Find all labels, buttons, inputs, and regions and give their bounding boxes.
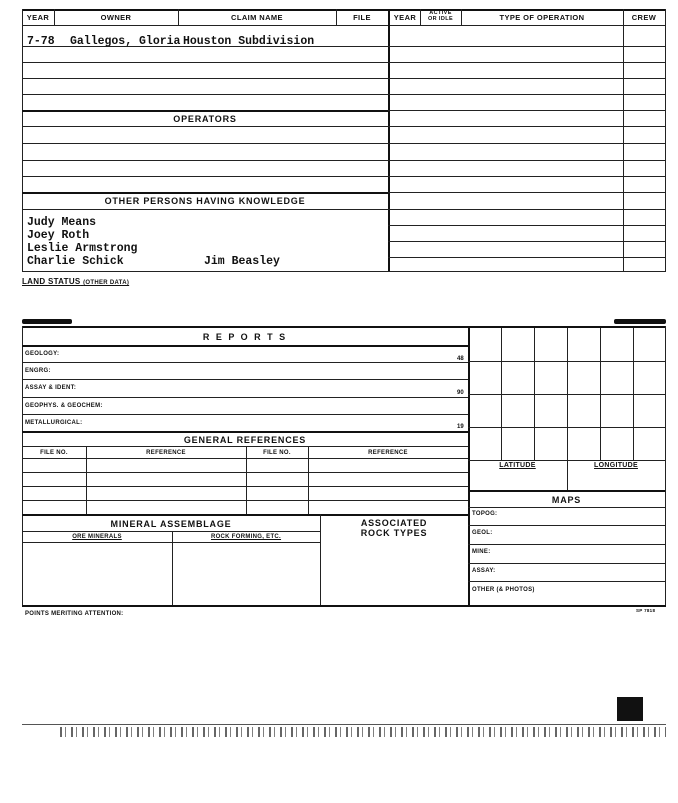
- row-line: [22, 62, 388, 63]
- right-border: [665, 9, 666, 271]
- ink-mark-left: [22, 319, 72, 324]
- row-line: [388, 225, 666, 226]
- right-border: [665, 326, 666, 606]
- other-persons-heading: OTHER PERSONS HAVING KNOWLEDGE: [104, 196, 306, 206]
- middle-divider: [388, 9, 390, 271]
- col-divider: [246, 446, 247, 514]
- row-line: [468, 581, 665, 582]
- ref-col-file-no-1: FILE NO.: [40, 450, 68, 456]
- mineral-assemblage-heading: MINERAL ASSEMBLAGE: [110, 519, 232, 529]
- row-line: [22, 143, 388, 144]
- header-year-2: YEAR: [393, 13, 417, 22]
- maps-geol: GEOL:: [472, 530, 493, 536]
- row-line: [22, 209, 388, 210]
- ref-col-reference-2: REFERENCE: [368, 450, 408, 456]
- maps-heading: MAPS: [551, 495, 582, 505]
- ink-mark-right: [614, 319, 666, 324]
- scan-noise-band: [60, 727, 666, 737]
- row-line: [388, 241, 666, 242]
- person-4: Charlie Schick: [27, 255, 124, 268]
- latitude-label: LATITUDE: [499, 462, 536, 469]
- header-type-of-operation: TYPE OF OPERATION: [499, 13, 585, 22]
- person-1: Judy Means: [27, 216, 97, 229]
- person-3: Leslie Armstrong: [27, 242, 138, 255]
- row-line: [22, 397, 468, 398]
- grid-line: [468, 427, 665, 428]
- row-line: [388, 62, 666, 63]
- col-divider: [86, 446, 87, 514]
- reports-heading: R E P O R T S: [202, 332, 288, 342]
- row-line: [388, 94, 666, 95]
- row-line: [468, 507, 665, 508]
- col-divider: [320, 514, 321, 606]
- row-line: [22, 446, 468, 447]
- maps-mine: MINE:: [472, 549, 491, 555]
- row-line: [22, 362, 468, 363]
- row-line: [22, 160, 388, 161]
- row-line: [22, 94, 388, 95]
- report-geophys: GEOPHYS. & GEOCHEM:: [25, 403, 103, 409]
- row-line: [388, 209, 666, 210]
- row-line: [22, 531, 320, 532]
- report-metallurgical-num: 19: [457, 424, 464, 430]
- row-line: [22, 126, 388, 127]
- longitude-label: LONGITUDE: [594, 462, 638, 469]
- reports-top-border: [22, 326, 666, 328]
- header-crew: CREW: [631, 13, 657, 22]
- points-meriting-attention: POINTS MERITING ATTENTION:: [25, 611, 124, 617]
- row-line: [22, 458, 468, 459]
- row-line: [468, 563, 665, 564]
- land-status-text: LAND STATUS: [22, 277, 81, 286]
- header-year: YEAR: [26, 13, 50, 22]
- land-status-label: [22, 277, 129, 286]
- maps-topog: TOPOG:: [472, 511, 498, 517]
- row-line: [388, 160, 666, 161]
- associated-rock-types-heading: ASSOCIATED ROCK TYPES: [360, 518, 428, 538]
- report-assay-num: 90: [457, 390, 464, 396]
- person-2: Joey Roth: [27, 229, 90, 242]
- ref-col-file-no-2: FILE NO.: [263, 450, 291, 456]
- report-assay: ASSAY & IDENT:: [25, 385, 77, 391]
- header-owner: OWNER: [100, 13, 132, 22]
- scan-line: [22, 724, 666, 725]
- row-line: [22, 176, 388, 177]
- header-active-or-idle: ACTIVE OR IDLE: [427, 10, 454, 22]
- row-line: [22, 379, 468, 380]
- row-line: [388, 46, 666, 47]
- row-line: [388, 126, 666, 127]
- row-line: [388, 192, 666, 193]
- top-section-bottom: [22, 271, 666, 272]
- row-line: [22, 46, 388, 47]
- row-line: [22, 486, 468, 487]
- entry-claim-name: Houston Subdivision: [183, 35, 315, 48]
- left-border: [22, 9, 23, 271]
- header-file: FILE: [353, 13, 371, 22]
- row-line: [22, 514, 468, 516]
- row-line: [468, 490, 665, 492]
- bottom-border: [22, 605, 666, 607]
- row-line: [22, 472, 468, 473]
- row-line: [22, 431, 468, 433]
- ore-minerals-heading: ORE MINERALS: [72, 534, 122, 540]
- grid-line: [468, 394, 665, 395]
- row-line: [22, 500, 468, 501]
- row-line: [22, 414, 468, 415]
- row-line: [22, 192, 388, 194]
- rock-forming-heading: ROCK FORMING, ETC.: [210, 534, 282, 540]
- row-line: [22, 78, 388, 79]
- row-line: [22, 542, 320, 543]
- report-geology-num: 48: [457, 356, 464, 362]
- row-line: [388, 110, 666, 111]
- top-border: [22, 9, 666, 11]
- report-geology: GEOLOGY:: [25, 351, 60, 357]
- header-bottom-line: [22, 25, 666, 26]
- general-references-heading: GENERAL REFERENCES: [183, 435, 307, 445]
- row-line: [22, 110, 388, 112]
- col-divider: [308, 446, 309, 514]
- row-line: [388, 78, 666, 79]
- col-divider: [172, 531, 173, 606]
- header-claim-name: CLAIM NAME: [231, 13, 283, 22]
- maps-assay: ASSAY:: [472, 568, 496, 574]
- person-5: Jim Beasley: [204, 255, 280, 268]
- grid-line: [468, 361, 665, 362]
- entry-owner: Gallegos, Gloria: [70, 35, 181, 48]
- operators-heading: OPERATORS: [173, 114, 237, 124]
- row-line: [468, 525, 665, 526]
- scan-artifact-block: [617, 697, 643, 721]
- form-code: SP 7818: [636, 608, 656, 613]
- report-engrg: ENGRG:: [25, 368, 51, 374]
- left-border: [22, 326, 23, 606]
- row-line: [388, 176, 666, 177]
- land-status-note: (OTHER DATA): [83, 280, 130, 286]
- maps-other: OTHER (& PHOTOS): [472, 587, 535, 593]
- report-metallurgical: METALLURGICAL:: [25, 420, 83, 426]
- reports-heading-line: [22, 345, 468, 347]
- row-line: [468, 544, 665, 545]
- entry-year: 7-78: [27, 35, 55, 48]
- row-line: [388, 143, 666, 144]
- ref-col-reference-1: REFERENCE: [146, 450, 186, 456]
- row-line: [388, 257, 666, 258]
- crew-col-divider: [623, 9, 624, 271]
